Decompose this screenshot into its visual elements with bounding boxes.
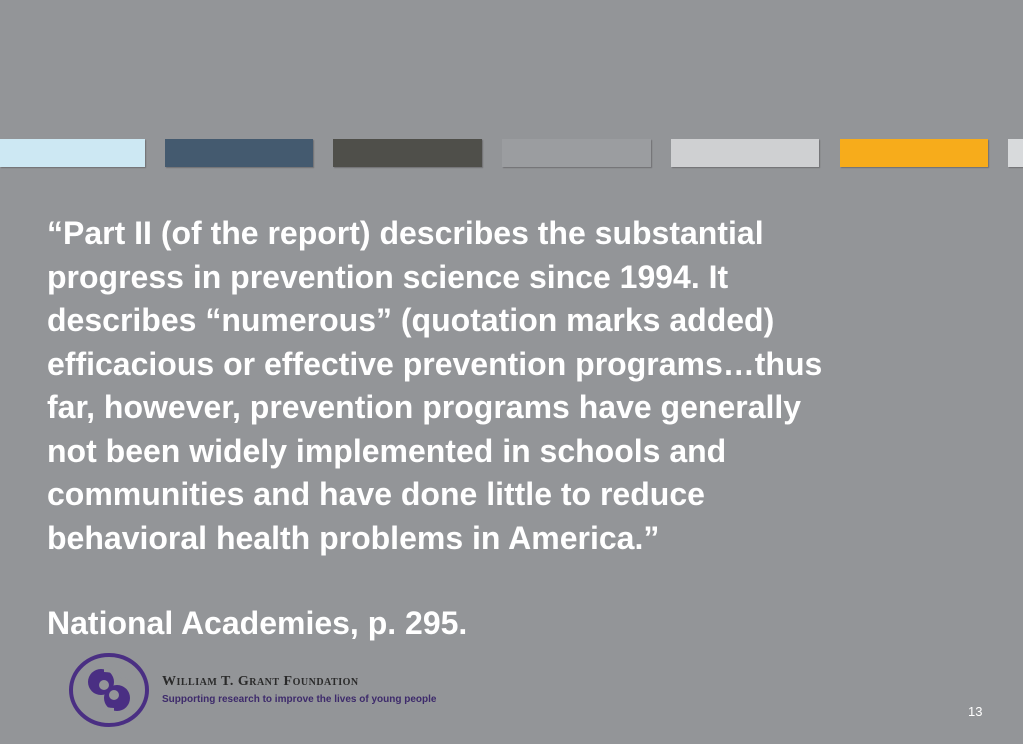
quote-line: behavioral health problems in America.” (47, 519, 660, 556)
quote-line: not been widely implemented in schools and (47, 432, 727, 469)
quote-line: efficacious or effective prevention programs…thus (47, 345, 823, 382)
foundation-name: William T. Grant Foundation (162, 674, 359, 689)
color-bar-medium-gray (502, 139, 651, 167)
decorative-color-bars (0, 139, 1023, 167)
color-bar-orange (840, 139, 988, 167)
color-bar-dark-olive (333, 139, 482, 167)
quote-line: describes “numerous” (quotation marks added) (47, 302, 775, 338)
page-number: 13 (968, 704, 983, 719)
wtgf-logo-icon (68, 652, 150, 728)
color-bar-pale-gray (1008, 139, 1023, 167)
color-bar-light-gray (671, 139, 819, 167)
citation: National Academies, p. 295. (47, 605, 468, 641)
quote-line: far, however, prevention programs have generally (47, 389, 802, 425)
quote-line: progress in prevention science since 1994. It (47, 258, 729, 295)
quote-line: communities and have done little to reduce (47, 476, 705, 512)
foundation-tagline: Supporting research to improve the lives of young people (162, 694, 437, 705)
color-bar-light-blue (0, 139, 145, 167)
color-bar-slate-blue (165, 139, 313, 167)
quote-line: “Part II (of the report) describes the substantial (47, 215, 764, 251)
quote-text (47, 212, 967, 560)
